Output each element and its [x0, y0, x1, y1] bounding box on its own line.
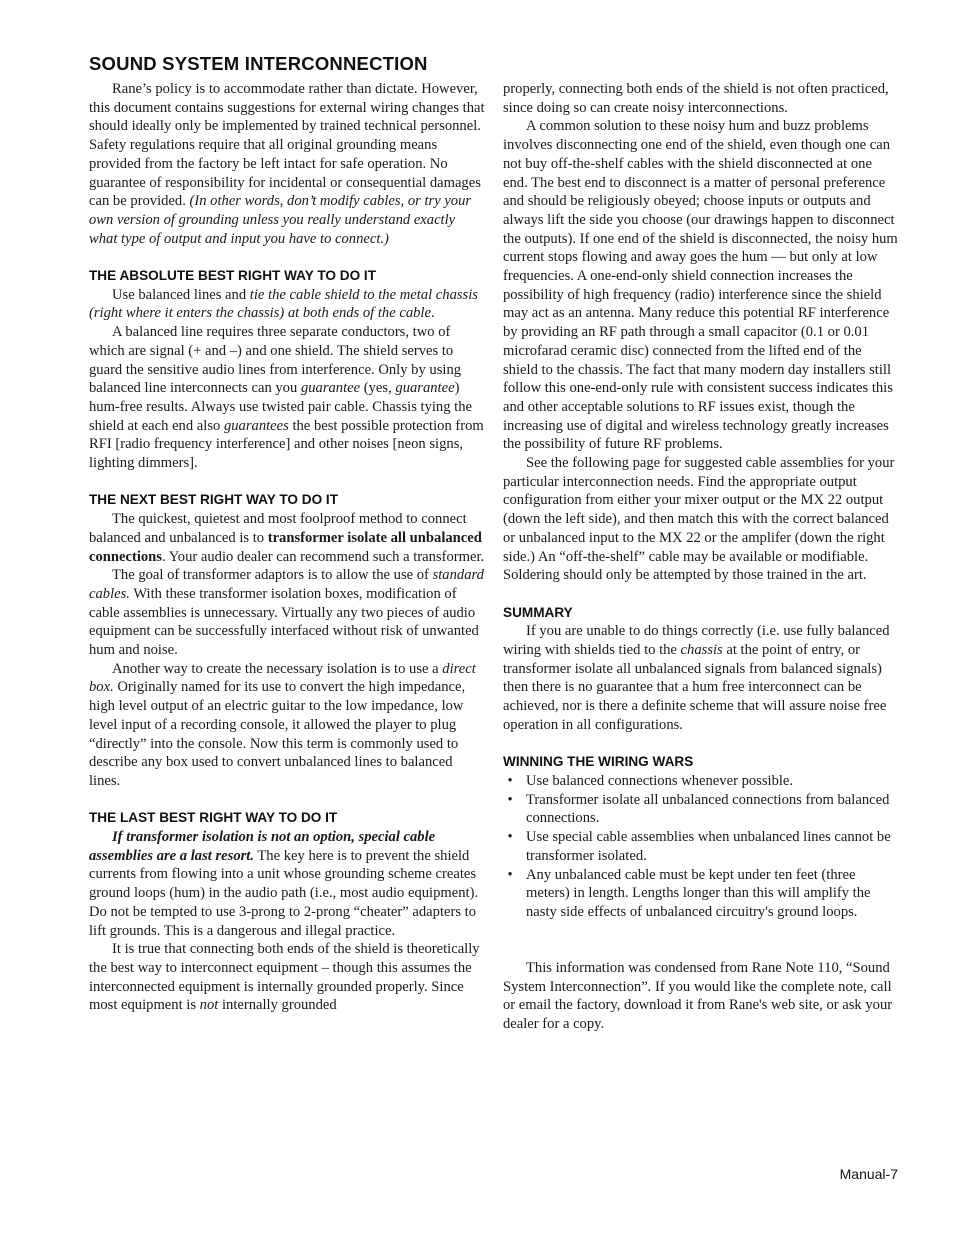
absolute-text: Use balanced lines and [112, 286, 250, 303]
list-item [503, 772, 900, 791]
heading-next-best: THE NEXT BEST RIGHT WAY TO DO IT [89, 492, 338, 508]
absolute-text: (yes, [360, 380, 396, 397]
next-bold: transformer isolate all unbalanced connections [89, 529, 482, 565]
next-text: With these transformer isolation boxes, modification of cable assemblies is unnecessary. Virtually any two pieces of audio equipment can be successfully interfaced without risk of unwanted hum and noise. [89, 585, 479, 659]
list-item-text: Use balanced connections whenever possible. [526, 772, 794, 789]
summary-text: at the point of entry, or transformer isolate all unbalanced signals from balanced signals) then there is no guarantee that a hum free interconnect can be achieved, nor is there a definite scheme that will assure noise free operation in all configurations. [503, 642, 887, 733]
summary-text: If you are unable to do things correctly (i.e. use fully balanced wiring with shields tied to the [503, 623, 890, 659]
heading-wiring-wars: WINNING THE WIRING WARS [503, 754, 694, 770]
list-item-text: Use special cable assemblies when unbalanced lines cannot be transformer isolated. [526, 829, 891, 864]
next-text: The goal of transformer adaptors is to allow the use of [112, 567, 433, 584]
absolute-italic: guarantees [223, 417, 289, 434]
wiring-wars-list [503, 772, 900, 922]
last-paragraph-4: See the following page for suggested cable assemblies for your particular interconnection needs. Find the appropriate output configuration from either your mixer output or the MX 22 output (down the left side), and then match this with the correct balanced or unbalanced input to the MX 22 or the amplifer (down the right side.) An “off-the-shelf” cable may be available or modifiable. Soldering should only be attempted by those trained in the art. [503, 455, 895, 584]
next-text: Another way to create the necessary isolation is to use a [112, 660, 443, 677]
bullet-icon: • [507, 829, 513, 846]
absolute-text: the best possible protection from RFI [radio frequency interference] and other noises [neon signs, lighting dimmers]. [89, 417, 484, 472]
absolute-italic: guarantee [300, 380, 361, 397]
intro-text: Rane’s policy is to accommodate rather than dictate. However, this document contains suggestions for external wiring changes that should ideally only be implemented by trained technical personnel. Safety regulations require that all original grounding means provided from the factory be left intact for safe operation. No guarantee of responsibility for incidental or consequential damages can be provided. [89, 81, 485, 210]
page-number: Manual-7 [839, 1166, 898, 1182]
last-text: internally grounded [218, 997, 337, 1014]
last-bold-italic: If transformer isolation is not an option, special cable assemblies are a last resort. [89, 829, 436, 864]
list-item [503, 828, 900, 865]
last-text: The key here is to prevent the shield currents from flowing into a unit whose grounding scheme creates ground loops (hum) in the audio path (i.e., most audio equipment). Do not be tempted to use 3-prong to 2-prong “cheater” adapters to lift grounds. This is a dangerous and illegal practice. [89, 847, 479, 939]
next-paragraph-1 [89, 510, 486, 566]
intro-italic-note: (In other words, don’t modify cables, or try your own version of grounding unless you really understand exactly what type of output and input you have to connect.) [89, 193, 472, 247]
next-paragraph-3 [89, 660, 486, 791]
absolute-text: . [430, 305, 435, 322]
next-paragraph-2 [89, 566, 486, 660]
next-italic: direct box. [89, 660, 476, 696]
list-item [503, 791, 900, 828]
closing-paragraph: This information was condensed from Rane Note 110, “Sound System Interconnection”. If you would like the complete note, call or email the factory, download it from Rane's web site, or ask your dealer for a copy. [503, 959, 893, 1033]
summary-italic: chassis [680, 642, 723, 659]
bullet-icon: • [507, 866, 513, 883]
next-italic: standard cables. [89, 567, 484, 602]
last-text: It is true that connecting both ends of the shield is theoretically the best way to interconnect equipment – though this assumes the interconnected equipment is internally grounded properly. Since most equipment is [89, 941, 480, 1014]
summary-paragraph [503, 622, 900, 734]
absolute-text: ) hum-free results. Always use twisted pair cable. Chassis tying the shield at each end also [89, 380, 473, 434]
intro-paragraph [89, 80, 486, 248]
heading-absolute-best: THE ABSOLUTE BEST RIGHT WAY TO DO IT [89, 268, 377, 284]
last-paragraph-2 [89, 940, 486, 1015]
list-item-text: Any unbalanced cable must be kept under ten feet (three meters) in length. Lengths longer than this will amplify the nasty side effects of unbalanced circuitry's ground loops. [526, 866, 871, 920]
absolute-paragraph-1 [89, 286, 486, 323]
list-item [503, 866, 900, 922]
last-paragraph-3: A common solution to these noisy hum and buzz problems involves disconnecting one end of the shield, even though one can not buy off-the-shelf cables with the shield disconnected at one end. The best end to disconnect is a matter of personal preference and should be religiously obeyed; choose inputs or outputs and always lift the side you choose (our drawings happen to disconnect the outputs). If one end of the shield is disconnected, the noisy hum current stops flowing and away goes the hum — but only at low frequencies. A one-end-only shield connection increases the possibility of high frequency (radio) interference since the shield may act as an antenna. Many reduce this potential RF interference by providing an RF path through a small capacitor (0.1 or 0.01 microfarad ceramic disc) connected from the lifted end of the shield to the chassis. The fact that many modern day installers still follow this one-end-only rule with consistent success indicates this and other acceptable solutions to RF issues exist, though the increasing use of digital and wireless technology greatly increases the possibility of future RF problems. [503, 118, 898, 453]
next-text: . Your audio dealer can recommend such a transformer. [161, 548, 485, 565]
left-column [89, 80, 486, 1015]
bullet-icon: • [507, 791, 513, 808]
absolute-text: A balanced line requires three separate conductors, two of which are signal (+ and –) and one shield. The shield serves to guard the sensitive audio lines from interference. Only by using balanced line interconnects can you [89, 324, 462, 397]
absolute-paragraph-2 [89, 323, 486, 473]
last-paragraph-2-continued [503, 80, 900, 117]
heading-summary: SUMMARY [503, 604, 573, 620]
list-item-text: Transformer isolate all unbalanced connections from balanced connections. [526, 791, 890, 827]
next-text: Originally named for its use to convert the high impedance, high level output of an electric guitar to the low impedance, low level input of a recording console, it allowed the player to plug “directly” into the console. Now this term is commonly used to describe any box used to convert unbalanced lines to balanced lines. [89, 679, 466, 789]
last-text: properly, connecting both ends of the shield is not often practiced, since doing so can create noisy interconnections. [503, 81, 889, 116]
last-paragraph-1 [89, 828, 486, 940]
page-title: SOUND SYSTEM INTERCONNECTION [89, 53, 428, 74]
absolute-italic: tie the cable shield to the metal chassis (right where it enters the chassis) at both ends of the cable [89, 286, 478, 322]
next-text: The quickest, quietest and most foolproof method to connect balanced and unbalanced is to [89, 511, 467, 546]
bullet-icon: • [507, 772, 513, 789]
last-italic: not [199, 997, 219, 1014]
right-column [503, 80, 900, 1034]
heading-last-best: THE LAST BEST RIGHT WAY TO DO IT [89, 810, 338, 826]
absolute-italic: guarantee [395, 380, 455, 397]
